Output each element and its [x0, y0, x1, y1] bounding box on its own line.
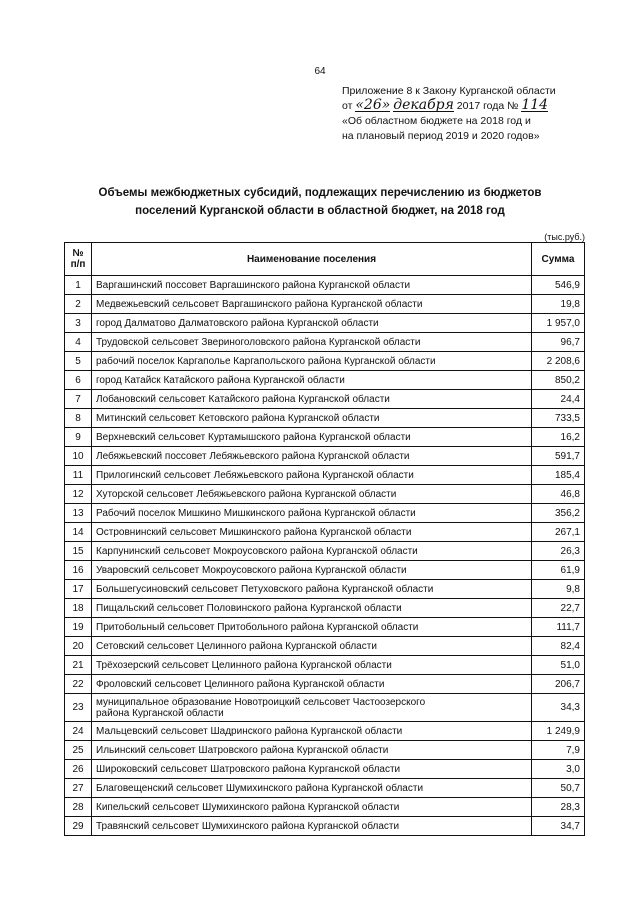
table-row [65, 580, 585, 599]
row-number: 28 [65, 798, 92, 817]
row-number: 29 [65, 817, 92, 836]
row-name: Трудовской сельсовет Звериноголовского района Курганской области [92, 333, 532, 352]
row-sum: 185,4 [532, 466, 585, 485]
document-title [60, 184, 580, 220]
row-sum: 19,8 [532, 295, 585, 314]
appendix-line-4: на плановый период 2019 и 2020 годов» [342, 130, 540, 142]
row-sum: 1 957,0 [532, 314, 585, 333]
row-number: 14 [65, 523, 92, 542]
table-row [65, 694, 585, 722]
row-number: 9 [65, 428, 92, 447]
row-sum: 96,7 [532, 333, 585, 352]
table-row [65, 485, 585, 504]
table-row [65, 466, 585, 485]
row-sum: 9,8 [532, 580, 585, 599]
row-number: 5 [65, 352, 92, 371]
table-row [65, 523, 585, 542]
table-row [65, 390, 585, 409]
row-number: 19 [65, 618, 92, 637]
header-name: Наименование поселения [92, 243, 532, 276]
row-name: Трёхозерский сельсовет Целинного района Курганской области [92, 656, 532, 675]
table-row [65, 561, 585, 580]
row-name: Фроловский сельсовет Целинного района Курганской области [92, 675, 532, 694]
row-sum: 1 249,9 [532, 722, 585, 741]
row-number: 17 [65, 580, 92, 599]
row-sum: 356,2 [532, 504, 585, 523]
row-sum: 733,5 [532, 409, 585, 428]
table-row [65, 798, 585, 817]
row-sum: 26,3 [532, 542, 585, 561]
row-number: 11 [65, 466, 92, 485]
table-row [65, 779, 585, 798]
row-sum: 34,7 [532, 817, 585, 836]
appendix-ot: от [342, 100, 353, 112]
row-number: 24 [65, 722, 92, 741]
row-sum: 22,7 [532, 599, 585, 618]
header-sum: Сумма [532, 243, 585, 276]
table-row [65, 447, 585, 466]
table-row [65, 314, 585, 333]
row-sum: 206,7 [532, 675, 585, 694]
table-row [65, 371, 585, 390]
table-row [65, 741, 585, 760]
table-row [65, 637, 585, 656]
row-sum: 46,8 [532, 485, 585, 504]
table-body [65, 276, 585, 836]
row-name: Пищальский сельсовет Половинского района Курганской области [92, 599, 532, 618]
row-number: 15 [65, 542, 92, 561]
table-row [65, 817, 585, 836]
row-sum: 16,2 [532, 428, 585, 447]
row-number: 25 [65, 741, 92, 760]
row-name-line-1: муниципальное образование Новотроицкий сельсовет Частоозерского [96, 696, 426, 708]
row-name: Уваровский сельсовет Мокроусовского района Курганской области [92, 561, 532, 580]
row-name: Митинский сельсовет Кетовского района Курганской области [92, 409, 532, 428]
row-number: 10 [65, 447, 92, 466]
row-name: Большегусиновский сельсовет Петуховского района Курганской области [92, 580, 532, 599]
row-name: Широковский сельсовет Шатровского района Курганской области [92, 760, 532, 779]
row-name: Благовещенский сельсовет Шумихинского района Курганской области [92, 779, 532, 798]
title-line-2: поселений Курганской области в областной бюджет, на 2018 год [135, 205, 505, 217]
row-sum: 82,4 [532, 637, 585, 656]
row-number: 7 [65, 390, 92, 409]
table-row [65, 760, 585, 779]
row-sum: 591,7 [532, 447, 585, 466]
appendix-line-3: «Об областном бюджете на 2018 год и [342, 115, 531, 127]
table-row [65, 504, 585, 523]
row-name: Островнинский сельсовет Мишкинского района Курганской области [92, 523, 532, 542]
appendix-month: декабря [393, 97, 454, 113]
appendix-header [342, 84, 602, 144]
header-number-line-1: № [72, 248, 84, 259]
row-sum: 267,1 [532, 523, 585, 542]
table-row [65, 542, 585, 561]
row-sum: 28,3 [532, 798, 585, 817]
row-name: Варгашинский поссовет Варгашинского района Курганской области [92, 276, 532, 295]
row-number: 21 [65, 656, 92, 675]
row-name: Мальцевский сельсовет Шадринского района Курганской области [92, 722, 532, 741]
table-row [65, 722, 585, 741]
row-number: 22 [65, 675, 92, 694]
table-row [65, 276, 585, 295]
row-number: 18 [65, 599, 92, 618]
header-number [65, 243, 92, 276]
table-header-row [65, 243, 585, 276]
appendix-line-1: Приложение 8 к Закону Курганской области [342, 85, 556, 97]
subsidy-table [64, 242, 585, 836]
row-name: город Катайск Катайского района Курганской области [92, 371, 532, 390]
header-number-line-2: п/п [70, 259, 86, 270]
table-row [65, 656, 585, 675]
row-name: Травянский сельсовет Шумихинского района Курганской области [92, 817, 532, 836]
row-name: Кипельский сельсовет Шумихинского района Курганской области [92, 798, 532, 817]
row-name: Рабочий поселок Мишкино Мишкинского района Курганской области [92, 504, 532, 523]
row-number: 23 [65, 694, 92, 722]
table-row [65, 352, 585, 371]
row-sum: 7,9 [532, 741, 585, 760]
appendix-law-number: 114 [521, 97, 549, 113]
row-name: Хуторской сельсовет Лебяжьевского района Курганской области [92, 485, 532, 504]
row-number: 16 [65, 561, 92, 580]
row-sum: 34,3 [532, 694, 585, 722]
row-number: 6 [65, 371, 92, 390]
table-row [65, 599, 585, 618]
table-row [65, 295, 585, 314]
row-number: 12 [65, 485, 92, 504]
row-number: 3 [65, 314, 92, 333]
row-sum: 850,2 [532, 371, 585, 390]
appendix-day: «26» [355, 97, 391, 113]
row-name: Сетовский сельсовет Целинного района Курганской области [92, 637, 532, 656]
table-row [65, 675, 585, 694]
row-sum: 2 208,6 [532, 352, 585, 371]
row-number: 26 [65, 760, 92, 779]
row-number: 20 [65, 637, 92, 656]
row-number: 1 [65, 276, 92, 295]
row-name: Лобановский сельсовет Катайского района Курганской области [92, 390, 532, 409]
title-line-1: Объемы межбюджетных субсидий, подлежащих перечислению из бюджетов [98, 187, 542, 199]
row-name-line-2: района Курганской области [96, 707, 224, 719]
row-name [92, 694, 532, 722]
row-name: Медвежьевский сельсовет Варгашинского района Курганской области [92, 295, 532, 314]
row-name: Притобольный сельсовет Притобольного района Курганской области [92, 618, 532, 637]
row-sum: 50,7 [532, 779, 585, 798]
unit-label: (тыс.руб.) [544, 232, 585, 242]
row-number: 2 [65, 295, 92, 314]
row-name: рабочий поселок Каргаполье Каргапольского района Курганской области [92, 352, 532, 371]
row-name: Прилогинский сельсовет Лебяжьевского района Курганской области [92, 466, 532, 485]
appendix-year: 2017 года № [456, 100, 519, 112]
row-number: 4 [65, 333, 92, 352]
row-name: город Далматово Далматовского района Курганской области [92, 314, 532, 333]
row-name: Лебяжьевский поссовет Лебяжьевского района Курганской области [92, 447, 532, 466]
row-sum: 61,9 [532, 561, 585, 580]
row-sum: 24,4 [532, 390, 585, 409]
row-sum: 546,9 [532, 276, 585, 295]
page-number: 64 [314, 66, 326, 77]
row-name: Карпунинский сельсовет Мокроусовского района Курганской области [92, 542, 532, 561]
row-sum: 51,0 [532, 656, 585, 675]
row-name: Верхневский сельсовет Куртамышского района Курганской области [92, 428, 532, 447]
table-row [65, 618, 585, 637]
table-row [65, 333, 585, 352]
row-sum: 111,7 [532, 618, 585, 637]
row-number: 8 [65, 409, 92, 428]
row-number: 27 [65, 779, 92, 798]
appendix-line-2 [342, 99, 602, 114]
row-name: Ильинский сельсовет Шатровского района Курганской области [92, 741, 532, 760]
row-number: 13 [65, 504, 92, 523]
table-row [65, 409, 585, 428]
row-sum: 3,0 [532, 760, 585, 779]
table-row [65, 428, 585, 447]
